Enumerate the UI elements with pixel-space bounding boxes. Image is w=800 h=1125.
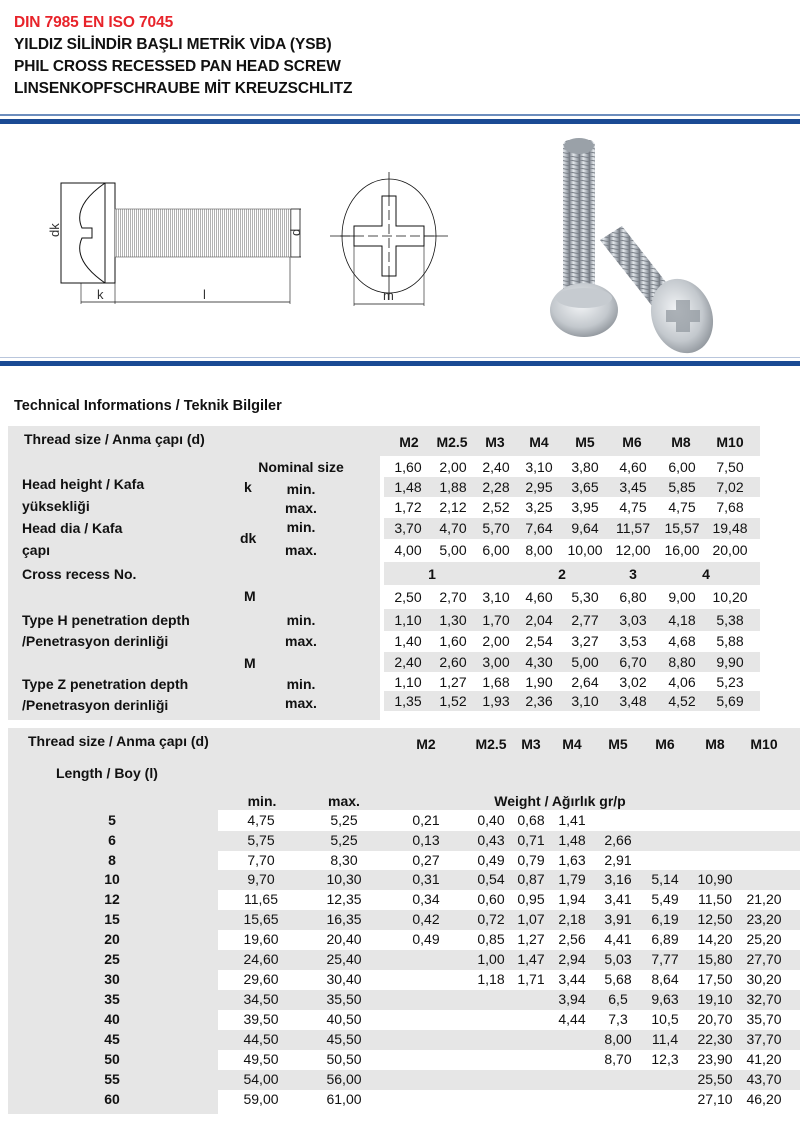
size-header: M2 [416, 736, 436, 752]
cell: 1,68 [482, 674, 510, 690]
svg-text:k: k [97, 287, 104, 302]
length-value: 6 [108, 832, 116, 848]
weight-cell: 0,54 [477, 871, 505, 887]
cell: 1 [428, 566, 436, 582]
svg-text:m: m [383, 288, 394, 303]
weight-cell: 0,27 [412, 852, 440, 868]
cell: 7,64 [525, 520, 553, 536]
dk-max-label: max. [285, 542, 317, 558]
cell: 4 [702, 566, 710, 582]
weight-cell: 32,70 [746, 991, 782, 1007]
weight-cell: 0,60 [477, 891, 505, 907]
size-header: M3 [485, 434, 505, 450]
length-max: 25,40 [326, 951, 362, 967]
weight-cell: 23,20 [746, 911, 782, 927]
weight-cell: 0,43 [477, 832, 505, 848]
length-min: 11,65 [244, 891, 278, 907]
length-max: 20,40 [326, 931, 362, 947]
weight-cell: 0,71 [517, 832, 545, 848]
cell: 11,57 [616, 520, 650, 536]
length-value: 60 [104, 1091, 120, 1107]
cell: 1,52 [439, 693, 467, 709]
cell: 1,27 [439, 674, 467, 690]
weight-cell: 5,03 [604, 951, 632, 967]
size-header: M3 [521, 736, 541, 752]
weight-cell: 41,20 [746, 1051, 782, 1067]
length-max: 50,50 [326, 1051, 362, 1067]
nominal-size-label: Nominal size [258, 459, 344, 475]
cell: 2,50 [394, 589, 422, 605]
cell: 1,93 [482, 693, 510, 709]
cell: 19,48 [712, 520, 748, 536]
weight-cell: 4,44 [558, 1011, 586, 1027]
cell: 5,00 [439, 542, 467, 558]
weight-cell: 5,68 [604, 971, 632, 987]
length-min: 39,50 [243, 1011, 279, 1027]
weight-cell: 7,3 [608, 1011, 628, 1027]
length-max: 45,50 [326, 1031, 362, 1047]
weight-cell: 6,5 [608, 991, 628, 1007]
z-max-label: max. [285, 695, 317, 711]
weight-cell: 46,20 [746, 1091, 782, 1107]
weight-cell: 27,10 [697, 1091, 733, 1107]
length-min: 4,75 [247, 812, 275, 828]
cell: 4,52 [668, 693, 696, 709]
cell: 1,88 [439, 479, 467, 495]
size-header: M2 [399, 434, 419, 450]
dk-symbol: dk [240, 530, 257, 546]
length-min: 15,65 [243, 911, 279, 927]
bottom-divider [0, 357, 800, 366]
cell: 1,60 [394, 459, 422, 475]
weight-cell: 37,70 [746, 1031, 782, 1047]
weight-cell: 10,5 [651, 1011, 679, 1027]
weight-cell: 8,64 [651, 971, 679, 987]
length-value: 55 [104, 1071, 120, 1087]
cell: 3,53 [619, 633, 647, 649]
svg-text:d: d [288, 228, 303, 236]
weight-cell: 1,71 [517, 971, 545, 987]
k-symbol: k [244, 479, 252, 495]
cell: 1,40 [394, 633, 422, 649]
cell: 2,64 [571, 674, 599, 690]
cell: 4,30 [525, 654, 553, 670]
weight-cell: 0,34 [412, 891, 440, 907]
cell: 1,72 [394, 499, 422, 515]
cell: 2,52 [482, 499, 510, 515]
length-max: 30,40 [326, 971, 362, 987]
weight-cell: 35,70 [746, 1011, 782, 1027]
length-max: 40,50 [326, 1011, 362, 1027]
weight-label: Weight / Ağırlık gr/p [494, 793, 626, 809]
cell: 8,00 [525, 542, 553, 558]
weight-cell: 0,79 [517, 852, 545, 868]
cell: 6,00 [482, 542, 510, 558]
size-header: M6 [655, 736, 675, 752]
length-max: 16,35 [326, 911, 362, 927]
standard-code: DIN 7985 EN ISO 7045 [14, 14, 174, 31]
length-min: 44,50 [243, 1031, 279, 1047]
length-value: 15 [104, 911, 120, 927]
weight-cell: 17,50 [697, 971, 733, 987]
type-h-label-2: /Penetrasyon derinliği [22, 633, 169, 649]
table-row-band [218, 811, 800, 830]
cell: 1,90 [525, 674, 553, 690]
cell: 2,95 [525, 479, 553, 495]
weight-cell: 0,13 [412, 832, 440, 848]
weight-cell: 19,10 [697, 991, 733, 1007]
cross-recess-label: Cross recess No. [22, 566, 137, 582]
length-min: 34,50 [243, 991, 279, 1007]
weight-cell: 3,16 [604, 871, 632, 887]
cell: 2,00 [439, 459, 467, 475]
cell: 2,70 [439, 589, 467, 605]
cell: 10,00 [567, 542, 603, 558]
cell: 2,40 [394, 654, 422, 670]
weight-cell: 2,66 [604, 832, 632, 848]
weight-cell: 12,50 [697, 911, 733, 927]
cell: 4,68 [668, 633, 696, 649]
length-value: 30 [104, 971, 120, 987]
type-h-label: Type H penetration depth [22, 612, 190, 628]
weight-cell: 14,20 [697, 931, 733, 947]
cell: 3,10 [571, 693, 599, 709]
weight-cell: 0,42 [412, 911, 440, 927]
cell: 9,90 [716, 654, 744, 670]
cell: 2 [558, 566, 566, 582]
weight-cell: 1,94 [558, 891, 586, 907]
weight-cell: 12,3 [651, 1051, 679, 1067]
weight-cell: 5,49 [651, 891, 679, 907]
cell: 2,28 [482, 479, 510, 495]
thread-size-label: Thread size / Anma çapı (d) [24, 431, 205, 447]
weight-cell: 9,63 [651, 991, 679, 1007]
size-header: M2.5 [475, 736, 507, 752]
cell: 4,18 [668, 612, 696, 628]
cell: 3,25 [525, 499, 553, 515]
length-max: 35,50 [326, 991, 362, 1007]
cell: 3,48 [619, 693, 647, 709]
weight-cell: 43,70 [746, 1071, 782, 1087]
cell: 3,02 [619, 674, 647, 690]
cell: 4,60 [619, 459, 647, 475]
table-row-band [218, 851, 800, 870]
length-max: 5,25 [330, 832, 358, 848]
cell: 2,00 [482, 633, 510, 649]
length-min-label: min. [247, 793, 277, 809]
weight-cell: 23,90 [697, 1051, 733, 1067]
length-label: Length / Boy (l) [56, 765, 158, 781]
size-header: M10 [750, 736, 778, 752]
head-dia-label: Head dia / Kafa [22, 520, 123, 536]
cell: 4,75 [668, 499, 696, 515]
cell: 9,64 [571, 520, 599, 536]
h-min-label: min. [286, 612, 316, 628]
length-min: 24,60 [243, 951, 279, 967]
title-turkish: YILDIZ SİLİNDİR BAŞLI METRİK VİDA (YSB) [14, 36, 332, 53]
weight-cell: 2,91 [604, 852, 632, 868]
cell: 2,04 [525, 612, 553, 628]
cell: 5,85 [668, 479, 696, 495]
cell: 1,10 [394, 612, 422, 628]
weight-cell: 22,30 [697, 1031, 733, 1047]
length-max-label: max. [328, 793, 360, 809]
weight-cell: 4,41 [604, 931, 632, 947]
cell: 2,77 [571, 612, 599, 628]
cell: 5,38 [716, 612, 744, 628]
weight-cell: 0,40 [477, 812, 505, 828]
weight-cell: 0,21 [412, 812, 440, 828]
cell: 5,00 [571, 654, 599, 670]
cell: 20,00 [712, 542, 748, 558]
head-height-label: Head height / Kafa [22, 476, 145, 492]
svg-text:l: l [203, 287, 206, 302]
cell: 3,80 [571, 459, 599, 475]
weight-cell: 20,70 [697, 1011, 733, 1027]
size-header: M2.5 [436, 434, 468, 450]
cell: 4,06 [668, 674, 696, 690]
cell: 9,00 [668, 589, 696, 605]
cell: 4,60 [525, 589, 553, 605]
length-value: 25 [104, 951, 120, 967]
length-value: 20 [104, 931, 120, 947]
length-value: 8 [108, 852, 116, 868]
m-symbol-z: M [244, 655, 256, 671]
length-value: 40 [104, 1011, 120, 1027]
size-header: M4 [529, 434, 549, 450]
cell: 3,10 [482, 589, 510, 605]
cell: 3,70 [394, 520, 422, 536]
title-german: LINSENKOPFSCHRAUBE MİT KREUZSCHLITZ [14, 80, 353, 97]
section-title: Technical Informations / Teknik Bilgiler [14, 398, 282, 414]
cell: 4,75 [619, 499, 647, 515]
length-min: 19,60 [243, 931, 279, 947]
cell: 5,88 [716, 633, 744, 649]
cell: 1,60 [439, 633, 467, 649]
length-max: 5,25 [330, 812, 358, 828]
weight-cell: 8,00 [604, 1031, 632, 1047]
length-value: 5 [108, 812, 116, 828]
thread-size-label-2: Thread size / Anma çapı (d) [28, 733, 209, 749]
cell: 16,00 [664, 542, 700, 558]
cell: 10,20 [712, 589, 748, 605]
cell: 5,30 [571, 589, 599, 605]
head-height-label-2: yüksekliği [22, 498, 90, 514]
weight-cell: 2,94 [558, 951, 586, 967]
m-symbol-h: M [244, 588, 256, 604]
weight-cell: 7,77 [651, 951, 679, 967]
length-value: 12 [104, 891, 120, 907]
table-row-band [218, 831, 800, 851]
weight-cell: 11,50 [698, 891, 732, 907]
size-header: M10 [716, 434, 744, 450]
weight-cell: 1,18 [477, 971, 505, 987]
cell: 7,02 [716, 479, 744, 495]
weight-cell: 0,68 [517, 812, 545, 828]
length-value: 45 [104, 1031, 120, 1047]
weight-cell: 11,4 [651, 1031, 679, 1047]
cell: 2,12 [439, 499, 467, 515]
type-z-label: Type Z penetration depth [22, 676, 189, 692]
cell: 3,10 [525, 459, 553, 475]
cell: 4,70 [439, 520, 467, 536]
k-min-label: min. [286, 481, 316, 497]
weight-cell: 3,94 [558, 991, 586, 1007]
size-header: M8 [671, 434, 691, 450]
length-min: 5,75 [247, 832, 275, 848]
document-header [14, 12, 352, 100]
size-header: M5 [575, 434, 595, 450]
title-english: PHIL CROSS RECESSED PAN HEAD SCREW [14, 58, 341, 75]
cell: 3,03 [619, 612, 647, 628]
length-min: 9,70 [247, 871, 275, 887]
weight-cell: 1,27 [517, 931, 545, 947]
length-value: 35 [104, 991, 120, 1007]
h-max-label: max. [285, 633, 317, 649]
cell: 3 [629, 566, 637, 582]
weight-cell: 0,31 [412, 871, 440, 887]
cell: 2,36 [525, 693, 553, 709]
weight-cell: 21,20 [746, 891, 782, 907]
cell: 7,50 [716, 459, 744, 475]
cell: 1,30 [439, 612, 467, 628]
length-min: 7,70 [247, 852, 275, 868]
size-header: M4 [562, 736, 582, 752]
weight-cell: 1,79 [558, 871, 586, 887]
weight-cell: 1,41 [558, 812, 586, 828]
dk-label: dk [47, 223, 62, 237]
weight-cell: 6,89 [651, 931, 679, 947]
length-min: 54,00 [243, 1071, 279, 1087]
length-max: 56,00 [326, 1071, 362, 1087]
technical-drawing [0, 126, 800, 354]
top-divider [0, 114, 800, 124]
length-value: 10 [104, 871, 120, 887]
length-value: 50 [104, 1051, 120, 1067]
cell: 1,48 [394, 479, 422, 495]
weight-cell: 3,91 [604, 911, 632, 927]
weight-cell: 3,44 [558, 971, 586, 987]
screw-figure [0, 126, 800, 354]
length-max: 12,35 [326, 891, 362, 907]
cell: 1,70 [482, 612, 510, 628]
weight-cell: 1,47 [517, 951, 545, 967]
weight-cell: 2,56 [558, 931, 586, 947]
cell: 6,00 [668, 459, 696, 475]
cell: 3,00 [482, 654, 510, 670]
weight-cell: 0,49 [412, 931, 440, 947]
size-header: M6 [622, 434, 642, 450]
cell: 5,23 [716, 674, 744, 690]
z-min-label: min. [286, 676, 316, 692]
screw-photo [550, 138, 723, 354]
weight-cell: 0,85 [477, 931, 505, 947]
weight-cell: 30,20 [746, 971, 782, 987]
weight-cell: 1,00 [477, 951, 505, 967]
size-header: M5 [608, 736, 628, 752]
cell: 3,45 [619, 479, 647, 495]
head-dia-label-2: çapı [22, 542, 51, 558]
length-min: 59,00 [243, 1091, 279, 1107]
size-header: M8 [705, 736, 725, 752]
cell: 2,60 [439, 654, 467, 670]
cell: 15,57 [664, 520, 700, 536]
weight-cell: 8,70 [604, 1051, 632, 1067]
weight-cell: 0,95 [517, 891, 545, 907]
cell: 3,65 [571, 479, 599, 495]
weight-cell: 1,07 [517, 911, 545, 927]
cell: 2,40 [482, 459, 510, 475]
weight-cell: 2,18 [558, 911, 586, 927]
weight-cell: 25,50 [697, 1071, 733, 1087]
length-max: 61,00 [326, 1091, 362, 1107]
type-z-label-2: /Penetrasyon derinliği [22, 697, 169, 713]
cell: 3,95 [571, 499, 599, 515]
cell: 1,35 [394, 693, 422, 709]
weight-cell: 6,19 [651, 911, 679, 927]
weight-cell: 1,48 [558, 832, 586, 848]
cell: 1,10 [394, 674, 422, 690]
length-min: 29,60 [243, 971, 279, 987]
cell: 7,68 [716, 499, 744, 515]
cell: 2,54 [525, 633, 553, 649]
weight-cell: 10,90 [697, 871, 733, 887]
weight-cell: 0,49 [477, 852, 505, 868]
weight-cell: 1,63 [558, 852, 586, 868]
weight-cell: 25,20 [746, 931, 782, 947]
weight-cell: 0,87 [517, 871, 545, 887]
weight-cell: 3,41 [604, 891, 632, 907]
cell: 8,80 [668, 654, 696, 670]
cell: 5,70 [482, 520, 510, 536]
length-max: 10,30 [326, 871, 362, 887]
cell: 6,70 [619, 654, 647, 670]
k-max-label: max. [285, 500, 317, 516]
dk-min-label: min. [286, 519, 316, 535]
length-max: 8,30 [330, 852, 358, 868]
cell: 12,00 [615, 542, 651, 558]
cell: 6,80 [619, 589, 647, 605]
length-min: 49,50 [243, 1051, 279, 1067]
cell: 4,00 [394, 542, 422, 558]
weight-cell: 27,70 [746, 951, 782, 967]
cell: 3,27 [571, 633, 599, 649]
weight-cell: 0,72 [477, 911, 505, 927]
weight-cell: 15,80 [697, 951, 733, 967]
weight-cell: 5,14 [651, 871, 679, 887]
cell: 5,69 [716, 693, 744, 709]
